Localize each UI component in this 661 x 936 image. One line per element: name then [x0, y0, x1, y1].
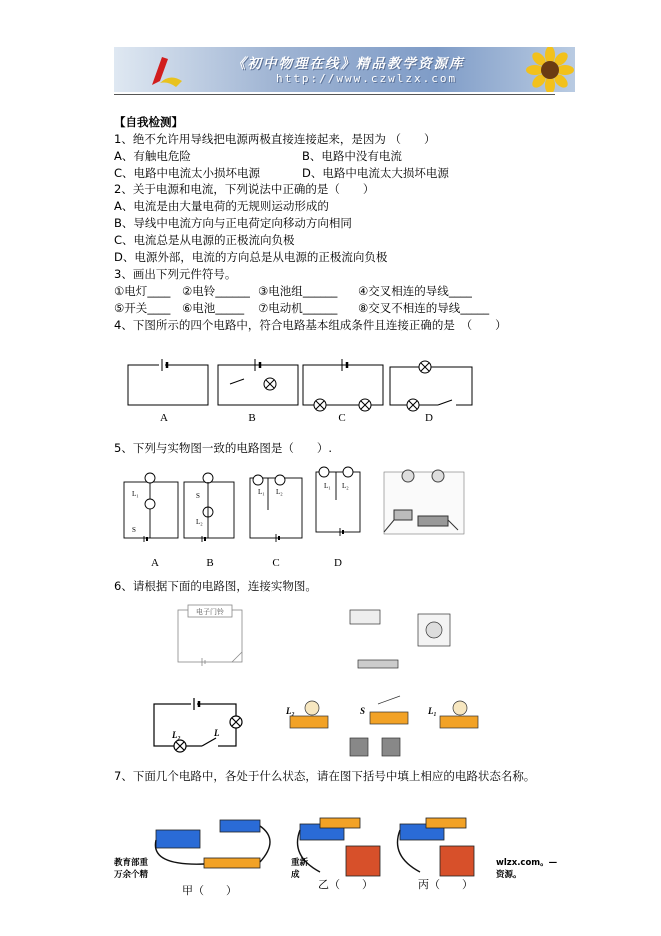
q3-item: ⑥电池_____	[182, 301, 245, 315]
footer-left-1: 教育部重	[114, 858, 149, 868]
q6-phys-l2: L₂	[286, 706, 295, 716]
footer-mid-2: 成	[291, 870, 300, 880]
header-banner	[114, 47, 575, 92]
q5-d-l1: L₁	[324, 482, 331, 490]
q4-label-d: D	[425, 412, 433, 424]
q7-label-bing: 丙（ ）	[418, 879, 473, 891]
q5-c-l1: L₁	[258, 488, 265, 496]
q6-stem: 6、请根据下面的电路图，连接实物图。	[114, 579, 317, 593]
q5-c-l2: L₂	[276, 488, 283, 496]
q5-circuits-figure	[118, 460, 478, 572]
section-title: 【自我检测】	[114, 115, 183, 129]
q5-label-c: C	[272, 557, 280, 569]
banner-title: 《初中物理在线》精品教学资源库	[232, 56, 465, 72]
q2-option-b: B、导线中电流方向与正电荷定向移动方向相同	[114, 216, 352, 230]
q3-item: ②电铃______	[182, 284, 250, 298]
q4-stem: 4、下图所示的四个电路中，符合电路基本组成条件且连接正确的是 （ ）	[114, 318, 507, 332]
q7-label-jia: 甲（ ）	[182, 885, 237, 896]
footer-right-1: wlzx.com。—	[496, 858, 558, 868]
q7-stem: 7、下面几个电路中，各处于什么状态，请在图下括号中填上相应的电路状态名称。	[114, 769, 536, 783]
q5-b-l2: L₂	[196, 518, 203, 526]
q7-label-yi: 乙（ ）	[318, 879, 373, 891]
q4-label-c: C	[338, 412, 346, 424]
q4-label-a: A	[160, 412, 168, 424]
q1-option-d: D、电路中电流太大损坏电源	[302, 166, 449, 180]
q5-label-d: D	[334, 557, 342, 569]
q2-option-c: C、电流总是从电源的正极流向负极	[114, 233, 295, 247]
q6-phys-l1: L₁	[428, 706, 437, 716]
q7-figure	[150, 800, 500, 896]
q5-stem: 5、下列与实物图一致的电路图是（ ）.	[114, 441, 332, 455]
doorbell-label: 电子门铃	[196, 608, 224, 616]
q6-schem-l2: L₂	[172, 730, 181, 740]
q2-stem: 2、关于电源和电流，下列说法中正确的是（ ）	[114, 182, 375, 196]
q5-d-l2: L₂	[342, 482, 349, 490]
q3-item: ③电池组______	[258, 284, 338, 298]
q3-item: ①电灯____	[114, 284, 171, 298]
footer-right-2: 资源。	[496, 870, 522, 880]
q4-circuits-figure	[120, 355, 480, 427]
q5-a-l1: L₁	[132, 490, 139, 498]
q3-stem: 3、画出下列元件符号。	[114, 267, 237, 281]
q3-item: ⑤开关____	[114, 301, 171, 315]
footer-mid-1: 重新	[291, 858, 309, 868]
q5-b-s: S	[196, 492, 200, 500]
q4-label-b: B	[248, 412, 256, 424]
banner-url[interactable]: http://www.czwlzx.com	[276, 72, 458, 85]
logo-icon	[146, 51, 186, 89]
q6-phys-s: S	[360, 706, 366, 716]
q5-label-b: B	[206, 557, 214, 569]
q2-option-a: A、电流是由大量电荷的无规则运动形成的	[114, 199, 329, 213]
q3-item: ⑦电动机______	[258, 301, 338, 315]
q6-schem-l: L	[214, 728, 220, 738]
q1-option-b: B、电路中没有电流	[302, 149, 402, 163]
q5-physical-setup	[384, 470, 464, 534]
header-rule	[114, 94, 555, 95]
q2-option-d: D、电源外部，电流的方向总是从电源的正极流向负极	[114, 250, 388, 264]
q1-option-c: C、电路中电流太小损坏电源	[114, 166, 261, 180]
q6-figure	[150, 600, 490, 760]
q5-a-s: S	[132, 526, 136, 534]
q1-option-a: A、有触电危险	[114, 149, 191, 163]
q3-item: ⑧交叉不相连的导线_____	[358, 301, 490, 315]
q5-label-a: A	[151, 557, 159, 569]
footer-left-2: 万余个精	[114, 870, 149, 880]
q3-item: ④交叉相连的导线____	[358, 284, 472, 298]
q1-stem: 1、绝不允许用导线把电源两极直接连接起来，是因为 （ ）	[114, 132, 436, 146]
sunflower-icon	[524, 47, 575, 92]
